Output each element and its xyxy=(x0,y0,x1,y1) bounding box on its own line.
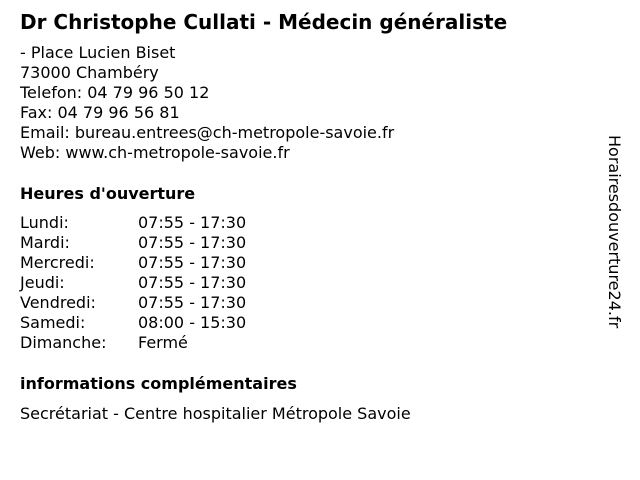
time-value: 07:55 - 17:30 xyxy=(138,273,247,292)
time-value: 07:55 - 17:30 xyxy=(138,293,247,312)
hours-row-friday xyxy=(20,293,300,313)
day-label: Mardi: xyxy=(20,233,70,252)
time-value: 07:55 - 17:30 xyxy=(138,213,247,232)
additional-info-heading: informations complémentaires xyxy=(20,374,297,393)
opening-hours-heading: Heures d'ouverture xyxy=(20,184,196,203)
hours-row-tuesday xyxy=(20,233,300,253)
page-title: Dr Christophe Cullati - Médecin généraliste xyxy=(20,10,508,34)
day-label: Samedi: xyxy=(20,313,86,332)
site-watermark: Horairesdouverture24.fr xyxy=(605,135,624,329)
phone-number: Telefon: 04 79 96 50 12 xyxy=(20,83,210,102)
hours-row-thursday xyxy=(20,273,300,293)
website-address: Web: www.ch-metropole-savoie.fr xyxy=(20,143,290,162)
day-label: Jeudi: xyxy=(20,273,65,292)
time-value: 07:55 - 17:30 xyxy=(138,253,247,272)
email-address: Email: bureau.entrees@ch-metropole-savoie.fr xyxy=(20,123,395,142)
hours-row-wednesday xyxy=(20,253,300,273)
time-value: 07:55 - 17:30 xyxy=(138,233,247,252)
time-value: Fermé xyxy=(138,333,188,352)
hours-row-saturday xyxy=(20,313,300,333)
day-label: Vendredi: xyxy=(20,293,96,312)
day-label: Lundi: xyxy=(20,213,69,232)
fax-number: Fax: 04 79 96 56 81 xyxy=(20,103,180,122)
hours-row-sunday xyxy=(20,333,300,353)
hours-row-monday xyxy=(20,213,300,233)
contact-block xyxy=(20,43,394,163)
day-label: Mercredi: xyxy=(20,253,95,272)
additional-info-text: Secrétariat - Centre hospitalier Métropole Savoie xyxy=(20,404,411,423)
time-value: 08:00 - 15:30 xyxy=(138,313,247,332)
day-label: Dimanche: xyxy=(20,333,107,352)
address-city: 73000 Chambéry xyxy=(20,63,159,82)
address-street: - Place Lucien Biset xyxy=(20,43,176,62)
opening-hours-table xyxy=(20,213,300,353)
